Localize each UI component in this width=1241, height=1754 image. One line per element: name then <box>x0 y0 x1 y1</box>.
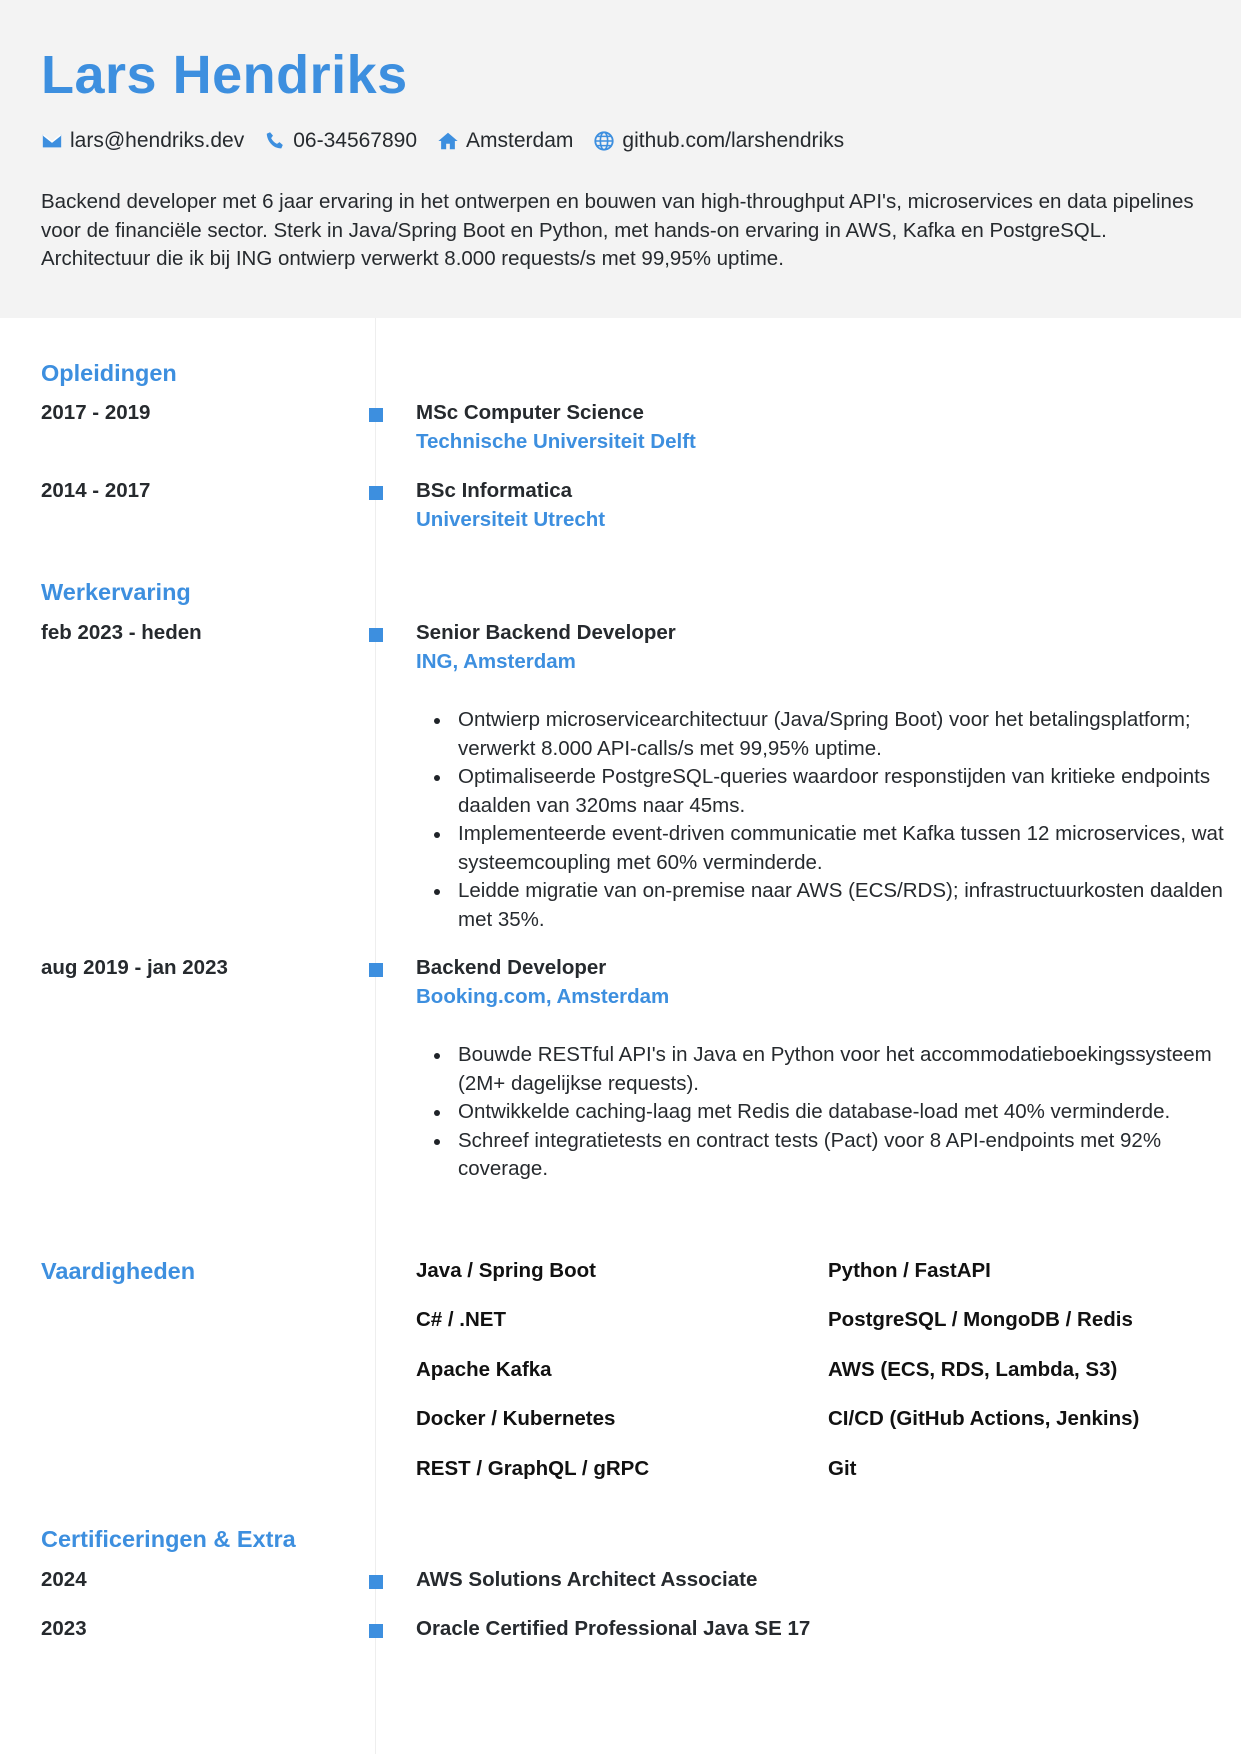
home-icon <box>437 130 459 152</box>
list-item: Optimaliseerde PostgreSQL-queries waardoor responstijden van kritieke endpoints daalden van 320ms naar 45ms. <box>458 763 1238 820</box>
phone-icon <box>264 130 286 152</box>
skill-item: Java / Spring Boot <box>416 1259 596 1282</box>
education-institution: Universiteit Utrecht <box>416 508 606 531</box>
skill-item: Docker / Kubernetes <box>416 1407 616 1430</box>
skill-item: Apache Kafka <box>416 1358 552 1381</box>
section-title-experience: Werkervaring <box>41 579 191 605</box>
education-degree: BSc Informatica <box>416 479 573 502</box>
profile-summary: Backend developer met 6 jaar ervaring in het ontwerpen en bouwen van high-throughput API's, microservices en data pipelines voor de financiële sector. Sterk in Java/Spring Boot en Python, met hands-on ervaring in AWS, Kafka en PostgreSQL. Architectuur die ik bij ING ontwierp verwerkt 8.000 requests/s met 99,95% uptime. <box>41 190 1194 270</box>
list-item: Schreef integratietests en contract tests (Pact) voor 8 API-endpoints met 92% coverage. <box>458 1127 1238 1184</box>
list-item: Implementeerde event-driven communicatie met Kafka tussen 12 microservices, wat systeemcoupling met 60% verminderde. <box>458 820 1238 877</box>
job-achievements <box>416 1041 1238 1184</box>
timeline-marker <box>369 628 383 642</box>
education-institution: Technische Universiteit Delft <box>416 430 696 453</box>
header <box>0 0 1241 318</box>
contact-bar <box>41 128 864 154</box>
candidate-name: Lars Hendriks <box>41 45 408 105</box>
job-title: Senior Backend Developer <box>416 621 676 644</box>
list-item: Leidde migratie van on-premise naar AWS (ECS/RDS); infrastructuurkosten daalden met 35%. <box>458 877 1238 934</box>
skill-item: PostgreSQL / MongoDB / Redis <box>828 1308 1133 1331</box>
contact-github-text: github.com/larshendriks <box>622 129 845 152</box>
contact-phone[interactable] <box>264 129 417 153</box>
contact-github[interactable] <box>593 129 844 153</box>
contact-location <box>437 129 573 153</box>
skill-item: Python / FastAPI <box>828 1259 991 1282</box>
job-employer: ING, Amsterdam <box>416 650 576 673</box>
contact-email-text: lars@hendriks.dev <box>70 129 245 152</box>
list-item: Ontwikkelde caching-laag met Redis die database-load met 40% verminderde. <box>458 1098 1238 1127</box>
education-date: 2017 - 2019 <box>41 401 151 424</box>
job-date: aug 2019 - jan 2023 <box>41 956 228 979</box>
contact-location-text: Amsterdam <box>466 129 574 152</box>
skill-item: AWS (ECS, RDS, Lambda, S3) <box>828 1358 1118 1381</box>
job-date: feb 2023 - heden <box>41 621 202 644</box>
certification-title: AWS Solutions Architect Associate <box>416 1568 758 1591</box>
certification-year: 2024 <box>41 1568 87 1591</box>
skill-item: REST / GraphQL / gRPC <box>416 1457 650 1480</box>
section-title-certifications: Certificeringen & Extra <box>41 1526 296 1552</box>
list-item: Ontwierp microservicearchitectuur (Java/Spring Boot) voor het betalingsplatform; verwerkt 8.000 API-calls/s met 99,95% uptime. <box>458 706 1238 763</box>
certification-year: 2023 <box>41 1617 87 1640</box>
certification-title: Oracle Certified Professional Java SE 17 <box>416 1617 811 1640</box>
skill-item: CI/CD (GitHub Actions, Jenkins) <box>828 1407 1140 1430</box>
skill-item: Git <box>828 1457 857 1480</box>
timeline-marker <box>369 486 383 500</box>
contact-email[interactable] <box>41 129 244 153</box>
timeline-marker <box>369 1575 383 1589</box>
timeline-marker <box>369 963 383 977</box>
education-date: 2014 - 2017 <box>41 479 151 502</box>
timeline-marker <box>369 1624 383 1638</box>
list-item: Bouwde RESTful API's in Java en Python voor het accommodatieboekingssysteem (2M+ dagelijkse requests). <box>458 1041 1238 1098</box>
globe-icon <box>593 130 615 152</box>
education-degree: MSc Computer Science <box>416 401 644 424</box>
section-title-skills: Vaardigheden <box>41 1258 196 1284</box>
envelope-icon <box>41 130 63 152</box>
timeline-divider <box>375 318 376 1754</box>
skill-item: C# / .NET <box>416 1308 506 1331</box>
section-title-education: Opleidingen <box>41 360 177 386</box>
timeline-marker <box>369 408 383 422</box>
job-achievements <box>416 706 1238 934</box>
job-employer: Booking.com, Amsterdam <box>416 985 670 1008</box>
contact-phone-text: 06-34567890 <box>293 129 418 152</box>
job-title: Backend Developer <box>416 956 607 979</box>
